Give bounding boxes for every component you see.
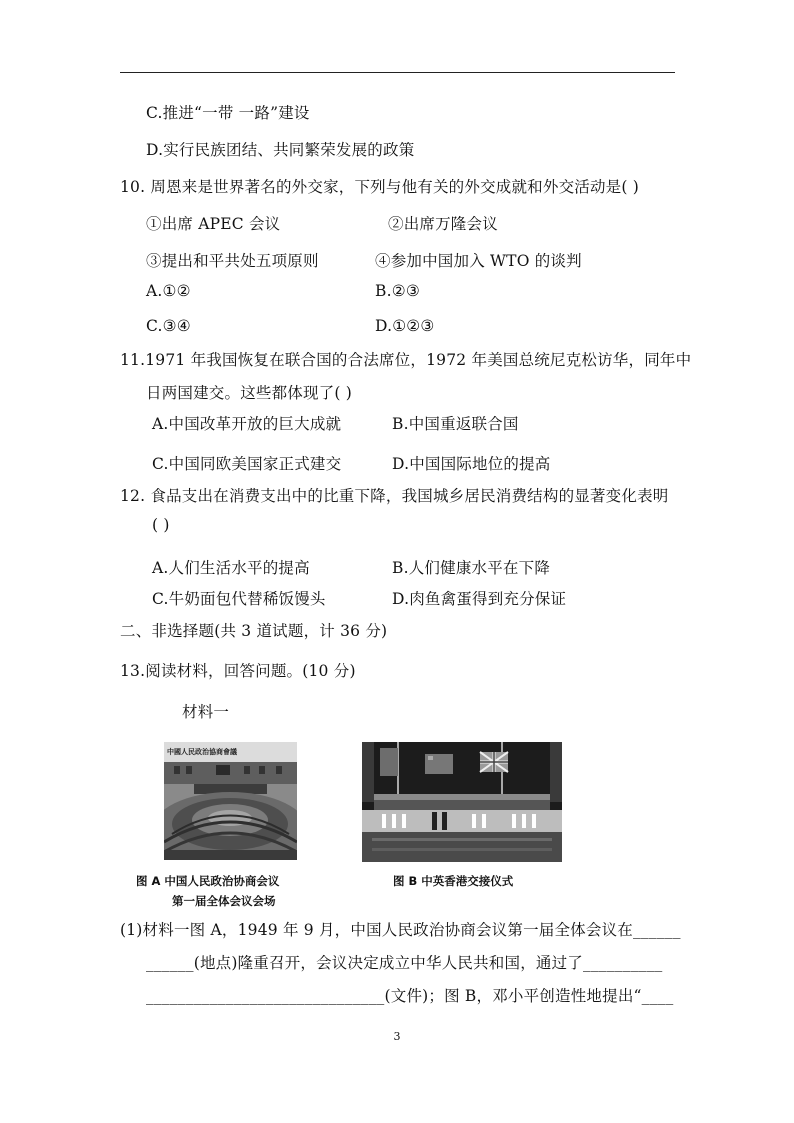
q13-1-line2: ______(地点)隆重召开，会议决定成立中华人民共和国，通过了__________ xyxy=(146,954,663,972)
q11-stem-line1: 11.1971 年我国恢复在联合国的合法席位，1972 年美国总统尼克松访华，同年中 xyxy=(120,351,692,369)
q10-option-c: C.③④ xyxy=(146,317,191,335)
figure-a-caption-line1: 图 A 中国人民政治协商会议 xyxy=(136,874,280,888)
q12-option-b: B.人们健康水平在下降 xyxy=(392,559,551,577)
figure-a-photo xyxy=(164,742,297,860)
header-rule xyxy=(120,72,675,73)
q11-option-c: C.中国同欧美国家正式建交 xyxy=(152,455,342,473)
q12-option-d: D.肉鱼禽蛋得到充分保证 xyxy=(392,590,567,608)
q13-1-line3: ______________________________(文件)；图 B，邓小平创造性地提出“____ xyxy=(146,987,674,1005)
q13-stem: 13.阅读材料，回答问题。(10 分) xyxy=(120,662,356,680)
q12-option-a: A.人们生活水平的提高 xyxy=(152,559,310,577)
q10-stem: 10. 周恩来是世界著名的外交家，下列与他有关的外交成就和外交活动是( ) xyxy=(120,178,640,196)
figure-a-banner-text: 中國人民政治協商會議 xyxy=(167,748,237,756)
q10-item-3: ③提出和平共处五项原则 xyxy=(146,252,319,270)
figure-b-caption: 图 B 中英香港交接仪式 xyxy=(393,874,514,888)
q11-option-d: D.中国国际地位的提高 xyxy=(392,455,551,473)
q10-option-a: A.①② xyxy=(146,282,191,300)
q10-item-4: ④参加中国加入 WTO 的谈判 xyxy=(375,252,582,270)
figure-a-caption-line2: 第一届全体会议会场 xyxy=(172,894,276,908)
figure-b-photo xyxy=(362,742,562,862)
section-two-heading: 二、非选择题(共 3 道试题，计 36 分) xyxy=(120,622,388,640)
q10-item-2: ②出席万隆会议 xyxy=(388,215,498,233)
material-one-label: 材料一 xyxy=(182,703,230,721)
q12-stem-line2: ( ) xyxy=(152,516,170,534)
q10-item-1: ①出席 APEC 会议 xyxy=(146,215,281,233)
q11-option-a: A.中国改革开放的巨大成就 xyxy=(152,415,342,433)
q12-stem-line1: 12. 食品支出在消费支出中的比重下降，我国城乡居民消费结构的显著变化表明 xyxy=(120,487,669,505)
q11-option-b: B.中国重返联合国 xyxy=(392,415,519,433)
q9-option-d: D.实行民族团结、共同繁荣发展的政策 xyxy=(146,141,415,159)
page-number: 3 xyxy=(393,1030,401,1043)
q10-option-d: D.①②③ xyxy=(375,317,435,335)
q11-stem-line2: 日两国建交。这些都体现了( ) xyxy=(146,384,353,402)
q12-option-c: C.牛奶面包代替稀饭馒头 xyxy=(152,590,326,608)
q13-1-line1: (1)材料一图 A，1949 年 9 月，中国人民政治协商会议第一届全体会议在______ xyxy=(120,921,681,939)
q10-option-b: B.②③ xyxy=(375,282,420,300)
q9-option-c: C.推进“一带 一路”建设 xyxy=(146,104,310,122)
